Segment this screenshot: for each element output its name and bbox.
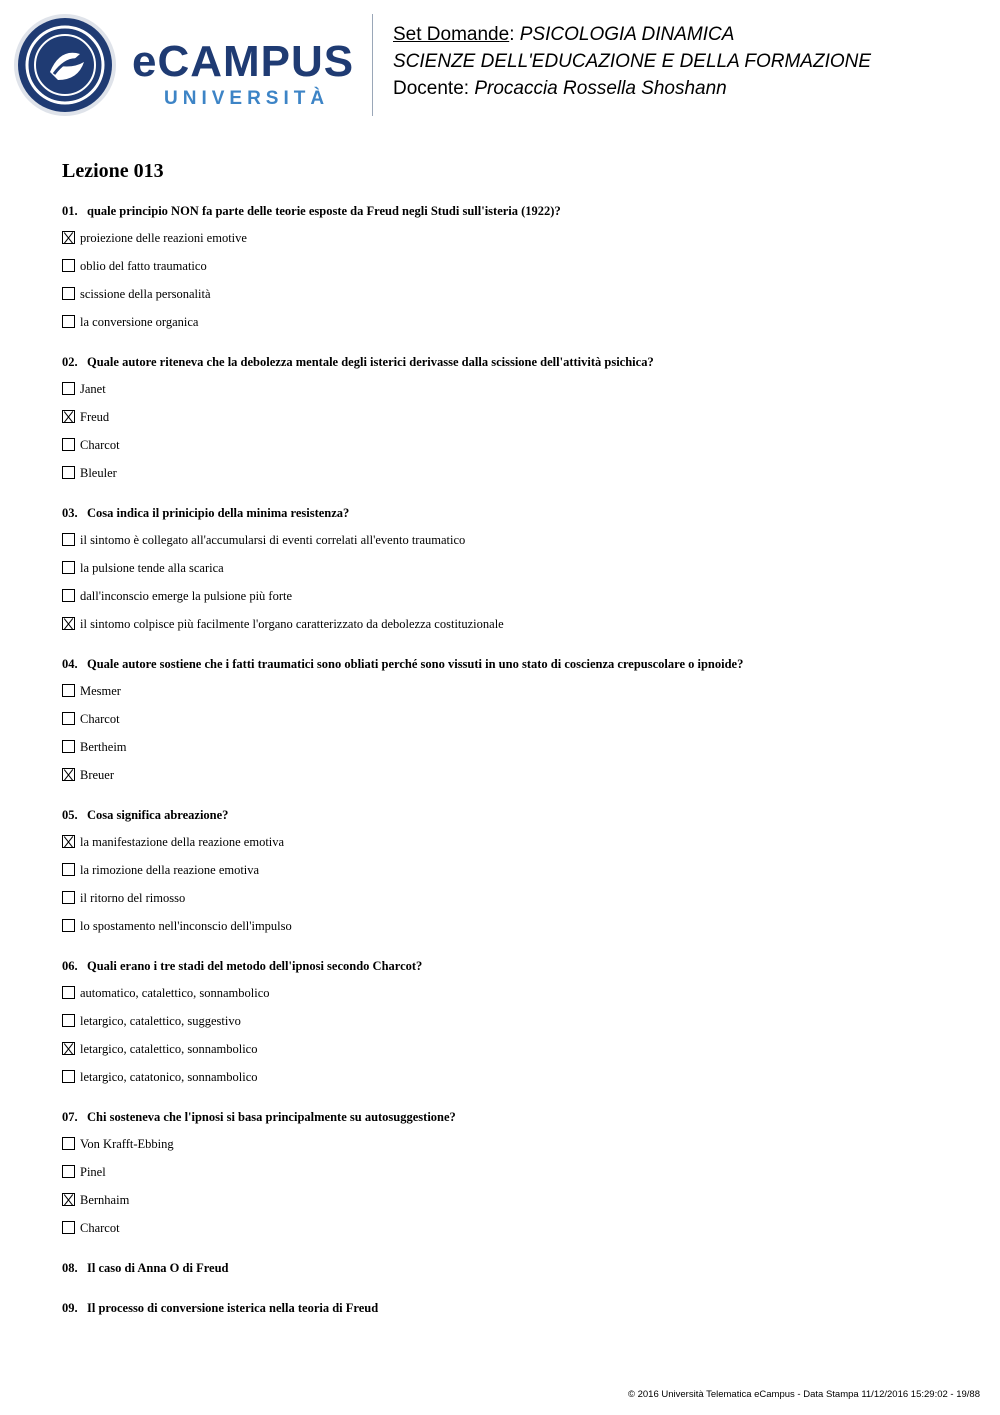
answer-option[interactable] bbox=[62, 532, 962, 560]
question-09 bbox=[62, 1299, 962, 1317]
answer-option[interactable] bbox=[62, 918, 962, 946]
option-label: automatico, catalettico, sonnambolico bbox=[80, 986, 270, 1000]
question-01 bbox=[62, 202, 962, 342]
checked-box-icon[interactable] bbox=[62, 768, 75, 781]
checkbox-icon[interactable] bbox=[62, 684, 75, 697]
question-text: Quali erano i tre stadi del metodo dell'ipnosi secondo Charcot? bbox=[87, 959, 423, 973]
answer-option[interactable] bbox=[62, 1041, 962, 1069]
answer-option[interactable] bbox=[62, 1192, 962, 1220]
checkbox-icon[interactable] bbox=[62, 740, 75, 753]
option-label: Bernhaim bbox=[80, 1193, 130, 1207]
checked-box-icon[interactable] bbox=[62, 617, 75, 630]
answer-option[interactable] bbox=[62, 560, 962, 588]
option-label: Bertheim bbox=[80, 740, 127, 754]
question-text: quale principio NON fa parte delle teorie esposte da Freud negli Studi sull'isteria (1922)? bbox=[87, 204, 561, 218]
checked-box-icon[interactable] bbox=[62, 231, 75, 244]
option-label: Pinel bbox=[80, 1165, 106, 1179]
option-label: il sintomo è collegato all'accumularsi di eventi correlati all'evento traumatico bbox=[80, 533, 466, 547]
page-footer: © 2016 Università Telematica eCampus - Data Stampa 11/12/2016 15:29:02 - 19/88 bbox=[627, 1389, 980, 1400]
brand-name: eCAMPUS bbox=[132, 37, 355, 86]
checkbox-icon[interactable] bbox=[62, 287, 75, 300]
answer-option[interactable] bbox=[62, 616, 962, 644]
answer-option[interactable] bbox=[62, 985, 962, 1013]
question-text: Cosa indica il prinicipio della minima resistenza? bbox=[87, 506, 350, 520]
teacher-label: Docente: bbox=[393, 78, 475, 99]
question-text: Il caso di Anna O di Freud bbox=[87, 1261, 229, 1275]
option-label: Breuer bbox=[80, 768, 115, 782]
checkbox-icon[interactable] bbox=[62, 1165, 75, 1178]
teacher-line bbox=[393, 75, 871, 102]
question-title bbox=[62, 1259, 962, 1277]
ecampus-logo-icon bbox=[14, 14, 116, 116]
brand-subtitle: UNIVERSITÀ bbox=[164, 88, 330, 109]
question-text: Quale autore sostiene che i fatti traumatici sono obliati perché sono vissuti in uno stato di coscienza crepuscolare o ipnoide? bbox=[87, 657, 744, 671]
checkbox-icon[interactable] bbox=[62, 315, 75, 328]
checked-box-icon[interactable] bbox=[62, 1042, 75, 1055]
checked-box-icon[interactable] bbox=[62, 410, 75, 423]
checkbox-icon[interactable] bbox=[62, 382, 75, 395]
answer-option[interactable] bbox=[62, 1220, 962, 1248]
question-number: 08. bbox=[62, 1261, 78, 1275]
checkbox-icon[interactable] bbox=[62, 863, 75, 876]
question-number: 04. bbox=[62, 657, 78, 671]
option-label: Janet bbox=[80, 382, 106, 396]
answer-option[interactable] bbox=[62, 258, 962, 286]
checkbox-icon[interactable] bbox=[62, 466, 75, 479]
answer-option[interactable] bbox=[62, 465, 962, 493]
option-label: dall'inconscio emerge la pulsione più forte bbox=[80, 589, 293, 603]
answer-option[interactable] bbox=[62, 230, 962, 258]
question-number: 02. bbox=[62, 355, 78, 369]
option-label: letargico, catatonico, sonnambolico bbox=[80, 1070, 258, 1084]
option-label: il ritorno del rimosso bbox=[80, 891, 186, 905]
option-label: letargico, catalettico, sonnambolico bbox=[80, 1042, 258, 1056]
option-label: Von Krafft-Ebbing bbox=[80, 1137, 174, 1151]
question-text: Quale autore riteneva che la debolezza mentale degli isterici derivasse dalla scissione dell'attività psichica? bbox=[87, 355, 654, 369]
checkbox-icon[interactable] bbox=[62, 561, 75, 574]
answer-option[interactable] bbox=[62, 834, 962, 862]
question-title bbox=[62, 504, 962, 522]
question-08 bbox=[62, 1259, 962, 1277]
teacher-name: Procaccia Rossella Shoshann bbox=[474, 78, 727, 99]
option-label: la manifestazione della reazione emotiva bbox=[80, 835, 285, 849]
question-06 bbox=[62, 957, 962, 1097]
checkbox-icon[interactable] bbox=[62, 1137, 75, 1150]
answer-option[interactable] bbox=[62, 890, 962, 918]
question-number: 06. bbox=[62, 959, 78, 973]
question-title bbox=[62, 353, 962, 371]
answer-option[interactable] bbox=[62, 767, 962, 795]
checkbox-icon[interactable] bbox=[62, 589, 75, 602]
checkbox-icon[interactable] bbox=[62, 712, 75, 725]
checkbox-icon[interactable] bbox=[62, 533, 75, 546]
checked-box-icon[interactable] bbox=[62, 835, 75, 848]
checkbox-icon[interactable] bbox=[62, 259, 75, 272]
option-label: Charcot bbox=[80, 1221, 120, 1235]
option-label: la rimozione della reazione emotiva bbox=[80, 863, 260, 877]
option-label: Bleuler bbox=[80, 466, 117, 480]
option-label: scissione della personalità bbox=[80, 287, 211, 301]
answer-option[interactable] bbox=[62, 588, 962, 616]
question-title bbox=[62, 957, 962, 975]
option-label: il sintomo colpisce più facilmente l'organo caratterizzato da debolezza costituzionale bbox=[80, 617, 504, 631]
question-number: 05. bbox=[62, 808, 78, 822]
checkbox-icon[interactable] bbox=[62, 891, 75, 904]
question-05 bbox=[62, 806, 962, 946]
header-divider bbox=[372, 14, 373, 116]
checkbox-icon[interactable] bbox=[62, 1014, 75, 1027]
set-label: Set Domande bbox=[393, 24, 510, 45]
question-number: 01. bbox=[62, 204, 78, 218]
option-label: lo spostamento nell'inconscio dell'impulso bbox=[80, 919, 292, 933]
answer-option[interactable] bbox=[62, 739, 962, 767]
course-info bbox=[393, 21, 871, 102]
answer-option[interactable] bbox=[62, 862, 962, 890]
answer-option[interactable] bbox=[62, 437, 962, 465]
question-07 bbox=[62, 1108, 962, 1248]
option-label: la pulsione tende alla scarica bbox=[80, 561, 224, 575]
option-label: Charcot bbox=[80, 438, 120, 452]
question-03 bbox=[62, 504, 962, 644]
question-text: Chi sosteneva che l'ipnosi si basa principalmente su autosuggestione? bbox=[87, 1110, 456, 1124]
answer-option[interactable] bbox=[62, 1164, 962, 1192]
answer-option[interactable] bbox=[62, 409, 962, 437]
checkbox-icon[interactable] bbox=[62, 1070, 75, 1083]
question-number: 03. bbox=[62, 506, 78, 520]
answer-option[interactable] bbox=[62, 1069, 962, 1097]
answer-option[interactable] bbox=[62, 314, 962, 342]
question-title bbox=[62, 806, 962, 824]
answer-option[interactable] bbox=[62, 683, 962, 711]
answer-option[interactable] bbox=[62, 711, 962, 739]
lesson-title: Lezione 013 bbox=[62, 160, 164, 182]
course-line bbox=[393, 21, 871, 48]
question-number: 07. bbox=[62, 1110, 78, 1124]
question-title bbox=[62, 202, 962, 220]
option-label: la conversione organica bbox=[80, 315, 199, 329]
course-name: PSICOLOGIA DINAMICA bbox=[519, 24, 735, 45]
checkbox-icon[interactable] bbox=[62, 438, 75, 451]
set-colon: : bbox=[509, 24, 520, 45]
answer-option[interactable] bbox=[62, 1136, 962, 1164]
checkbox-icon[interactable] bbox=[62, 986, 75, 999]
option-label: oblio del fatto traumatico bbox=[80, 259, 207, 273]
question-number: 09. bbox=[62, 1301, 78, 1315]
question-title bbox=[62, 655, 962, 673]
program-name: SCIENZE DELL'EDUCAZIONE E DELLA FORMAZIONE bbox=[393, 51, 872, 72]
question-title bbox=[62, 1108, 962, 1126]
answer-option[interactable] bbox=[62, 286, 962, 314]
option-label: proiezione delle reazioni emotive bbox=[80, 231, 247, 245]
option-label: letargico, catalettico, suggestivo bbox=[80, 1014, 241, 1028]
answer-option[interactable] bbox=[62, 381, 962, 409]
page-header bbox=[0, 0, 1000, 130]
checkbox-icon[interactable] bbox=[62, 1221, 75, 1234]
answer-option[interactable] bbox=[62, 1013, 962, 1041]
question-text: Il processo di conversione isterica nella teoria di Freud bbox=[87, 1301, 379, 1315]
option-label: Charcot bbox=[80, 712, 120, 726]
option-label: Freud bbox=[80, 410, 110, 424]
question-text: Cosa significa abreazione? bbox=[87, 808, 229, 822]
checked-box-icon[interactable] bbox=[62, 1193, 75, 1206]
question-title bbox=[62, 1299, 962, 1317]
option-label: Mesmer bbox=[80, 684, 121, 698]
checkbox-icon[interactable] bbox=[62, 919, 75, 932]
question-04 bbox=[62, 655, 962, 795]
question-02 bbox=[62, 353, 962, 493]
